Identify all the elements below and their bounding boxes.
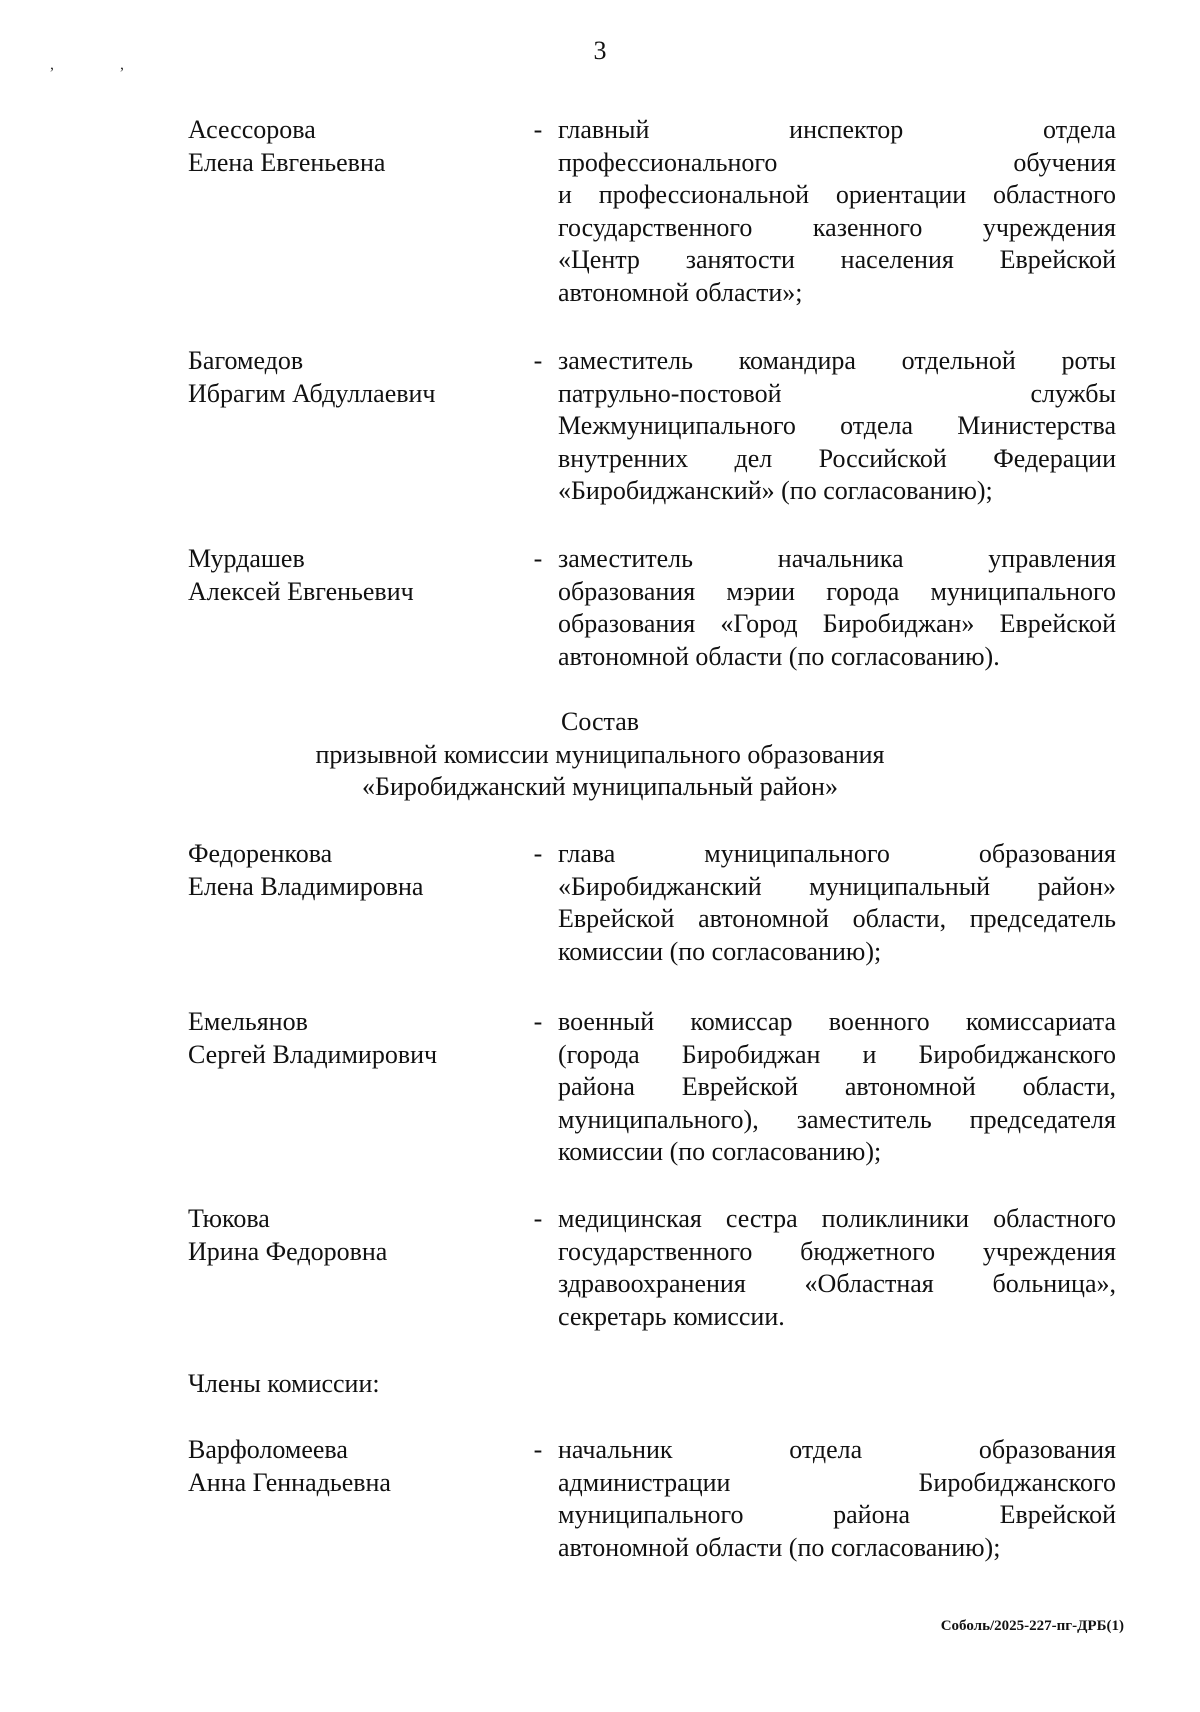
position-line: заместитель командира отдельной роты (558, 346, 1116, 375)
person-surname: Тюкова (188, 1204, 270, 1233)
position-line: администрации Биробиджанского (558, 1467, 1116, 1497)
entry-dash: - (533, 839, 543, 868)
person-name (188, 114, 528, 179)
person-surname: Варфоломеева (188, 1435, 348, 1464)
person-name (188, 1006, 528, 1071)
position-line: начальник отдела образования (558, 1435, 1116, 1464)
person-position (558, 543, 1116, 673)
position-line: (города Биробиджан и Биробиджанского (558, 1039, 1116, 1069)
position-line: медицинская сестра поликлиники областного (558, 1204, 1116, 1233)
person-name (188, 838, 528, 903)
entry-dash: - (533, 1435, 543, 1464)
position-line: глава муниципального образования (558, 839, 1116, 868)
position-line: автономной области (по согласованию); (558, 1532, 1001, 1562)
position-line: автономной области (по согласованию). (558, 641, 1000, 671)
person-position (558, 838, 1116, 968)
commission-heading (0, 706, 1200, 804)
person-given-name: Ибрагим Абдуллаевич (188, 378, 436, 408)
position-line: патрульно-постовой службы (558, 378, 1116, 408)
position-line: муниципального района Еврейской (558, 1500, 1116, 1530)
position-line: муниципального), заместитель председателя (558, 1104, 1116, 1134)
person-name (188, 345, 528, 410)
position-line: образования мэрии города муниципального (558, 576, 1116, 606)
position-line: «Биробиджанский» (по согласованию); (558, 476, 993, 506)
person-surname: Мурдашев (188, 544, 305, 573)
person-position (558, 1434, 1116, 1564)
person-surname: Емельянов (188, 1007, 308, 1036)
person-position (558, 1006, 1116, 1169)
entry-dash: - (533, 346, 543, 375)
person-given-name: Анна Геннадьевна (188, 1467, 391, 1497)
position-line: Межмуниципального отдела Министерства (558, 411, 1116, 441)
position-line: здравоохранения «Областная больница», (558, 1269, 1116, 1299)
entry-dash: - (533, 115, 543, 144)
person-given-name: Алексей Евгеньевич (188, 576, 414, 606)
person-name (188, 1203, 528, 1268)
position-line: заместитель начальника управления (558, 544, 1116, 573)
scan-mark: , (50, 56, 54, 73)
person-surname: Федоренкова (188, 839, 333, 868)
position-line: военный комиссар военного комиссариата (558, 1007, 1116, 1036)
position-line: и профессиональной ориентации областного (558, 180, 1116, 210)
entry-dash: - (533, 1007, 543, 1036)
position-line: комиссии (по согласованию); (558, 936, 882, 966)
person-name (188, 543, 528, 608)
person-position (558, 114, 1116, 310)
position-line: Еврейской автономной области, председатель (558, 904, 1116, 934)
page-number: 3 (593, 36, 607, 65)
position-line: образования «Город Биробиджан» Еврейской (558, 609, 1116, 639)
heading-line: Состав (560, 707, 640, 736)
position-line: секретарь комиссии. (558, 1301, 785, 1331)
position-line: «Биробиджанский муниципальный район» (558, 871, 1116, 901)
heading-line: «Биробиджанский муниципальный район» (362, 772, 838, 802)
person-given-name: Елена Евгеньевна (188, 147, 386, 177)
person-position (558, 345, 1116, 508)
position-line: профессионального обучения (558, 147, 1116, 177)
position-line: внутренних дел Российской Федерации (558, 443, 1116, 473)
position-line: государственного бюджетного учреждения (558, 1236, 1116, 1266)
person-surname: Асессорова (188, 115, 316, 144)
position-line: района Еврейской автономной области, (558, 1072, 1116, 1102)
heading-line: призывной комиссии муниципального образования (315, 739, 885, 769)
entry-dash: - (533, 1204, 543, 1233)
person-surname: Багомедов (188, 346, 304, 375)
person-given-name: Елена Владимировна (188, 871, 424, 901)
position-line: государственного казенного учреждения (558, 212, 1116, 242)
entry-dash: - (533, 544, 543, 573)
position-line: автономной области»; (558, 277, 803, 307)
person-given-name: Сергей Владимирович (188, 1039, 438, 1069)
person-given-name: Ирина Федоровна (188, 1236, 388, 1266)
document-code: Соболь/2025-227-пг-ДРБ(1) (940, 1618, 1124, 1634)
position-line: комиссии (по согласованию); (558, 1137, 882, 1167)
person-position (558, 1203, 1116, 1333)
position-line: «Центр занятости населения Еврейской (558, 245, 1116, 275)
members-label: Члены комиссии: (188, 1369, 380, 1398)
position-line: главный инспектор отдела (558, 115, 1116, 144)
person-name (188, 1434, 528, 1499)
scan-mark: , (120, 56, 124, 73)
